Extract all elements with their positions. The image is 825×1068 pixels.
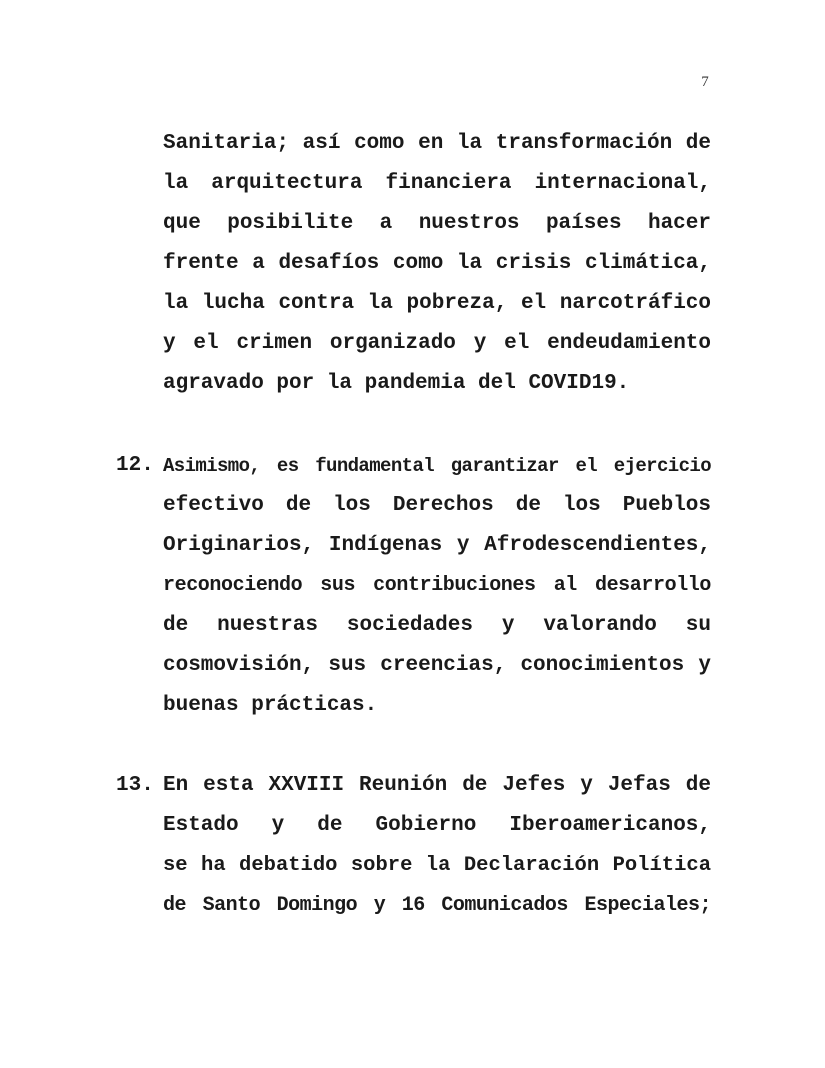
text-line: En esta XXVIII Reunión de Jefes y Jefas de — [163, 774, 711, 797]
text-line: y el crimen organizado y el endeudamiento — [163, 332, 711, 355]
text-line: agravado por la pandemia del COVID19. — [163, 372, 630, 395]
text-line: Sanitaria; así como en la transformación de — [163, 132, 711, 155]
paragraph-continuation — [163, 124, 711, 404]
text-line: la lucha contra la pobreza, el narcotráfico — [163, 292, 711, 315]
text-line: de nuestras sociedades y valorando su — [163, 614, 711, 637]
text-line: cosmovisión, sus creencias, conocimientos y — [163, 654, 711, 677]
paragraph-number-13: 13. — [116, 774, 154, 797]
text-line: de Santo Domingo y 16 Comunicados Especiales; — [163, 894, 711, 917]
text-line: buenas prácticas. — [163, 694, 378, 717]
text-line: reconociendo sus contribuciones al desarrollo — [163, 574, 711, 597]
paragraph-number-12: 12. — [116, 454, 154, 477]
page-number: 7 — [701, 74, 709, 90]
text-line: la arquitectura financiera internacional, — [163, 172, 711, 195]
text-line: Asimismo, es fundamental garantizar el ejercicio — [163, 455, 711, 477]
text-line: frente a desafíos como la crisis climática, — [163, 252, 711, 275]
text-line: efectivo de los Derechos de los Pueblos — [163, 494, 711, 517]
text-line: se ha debatido sobre la Declaración Política — [163, 854, 711, 877]
text-line: que posibilite a nuestros países hacer — [163, 212, 711, 235]
paragraph-13 — [163, 766, 711, 926]
text-line: Estado y de Gobierno Iberoamericanos, — [163, 814, 711, 837]
text-line: Originarios, Indígenas y Afrodescendientes, — [163, 534, 711, 557]
paragraph-12 — [163, 446, 711, 726]
